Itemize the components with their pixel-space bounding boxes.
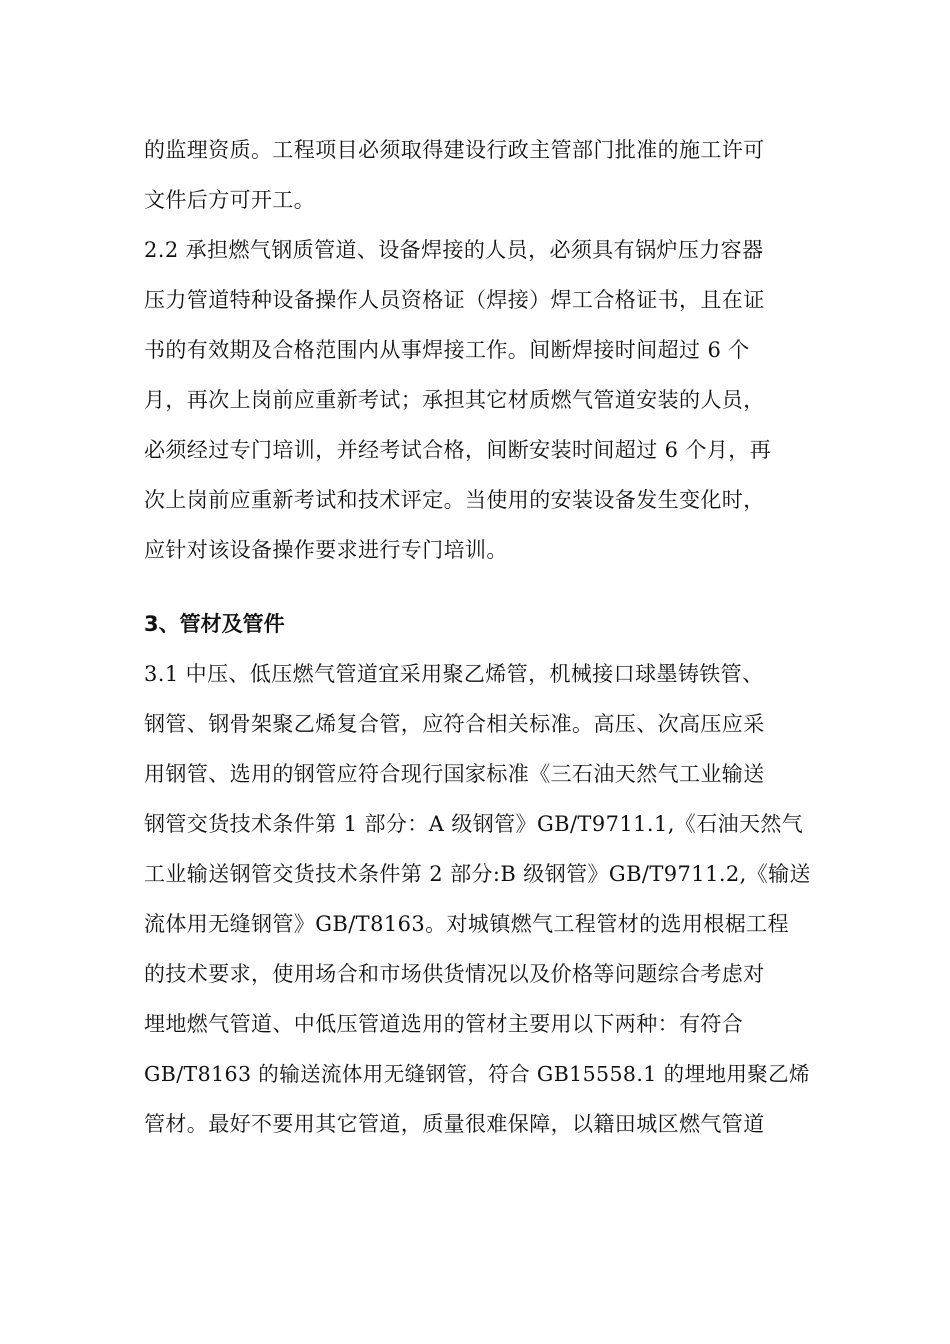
paragraph-2-2-line-7: 应针对该设备操作要求进行专门培训。	[144, 538, 508, 562]
paragraph-3-1-line-7: 的技术要求，使用场合和市场供货情况以及价格等问题综合考虑对	[144, 962, 765, 986]
paragraph-3-1-line-3: 用钢管、选用的钢管应符合现行国家标准《三石油天然气工业输送	[144, 762, 765, 786]
paragraph-2-2-line-5: 必须经过专门培训，并经考试合格，间断安装时间超过 6 个月，再	[144, 438, 772, 462]
paragraph-3-1-line-6: 流体用无缝钢管》GB/T8163。对城镇燃气工程管材的选用根椐工程	[144, 912, 789, 936]
paragraph-2-2-line-4: 月，再次上岗前应重新考试；承担其它材质燃气管道安装的人员，	[144, 388, 765, 412]
paragraph-3-1-line-8: 埋地燃气管道、中低压管道选用的管材主要用以下两种：有符合	[144, 1012, 744, 1036]
paragraph-3-1-line-9: GB/T8163 的输送流体用无缝钢管，符合 GB15558.1 的埋地用聚乙烯	[144, 1062, 810, 1086]
paragraph-3-1-line-10: 管材。最好不要用其它管道，质量很难保障，以籍田城区燃气管道	[144, 1112, 765, 1136]
section-3-heading: 3、管材及管件	[144, 612, 285, 636]
paragraph-intro-line-2: 文件后方可开工。	[144, 188, 316, 212]
paragraph-3-1-line-1: 3.1 中压、低压燃气管道宜采用聚乙烯管，机械接口球墨铸铁管、	[144, 662, 764, 686]
paragraph-3-1-line-2: 钢管、钢骨架聚乙烯复合管，应符合相关标准。高压、次高压应采	[144, 712, 765, 736]
paragraph-3-1-line-4: 钢管交货技术条件第 1 部分：A 级钢管》GB/T9711.1,《石油天然气	[144, 812, 804, 836]
paragraph-2-2-line-1: 2.2 承担燃气钢质管道、设备焊接的人员，必须具有锅炉压力容器	[144, 238, 764, 262]
paragraph-2-2-line-6: 次上岗前应重新考试和技术评定。当使用的安装设备发生变化时，	[144, 488, 765, 512]
paragraph-2-2-line-2: 压力管道特种设备操作人员资格证（焊接）焊工合格证书，且在证	[144, 288, 765, 312]
paragraph-2-2-line-3: 书的有效期及合格范围内从事焊接工作。间断焊接时间超过 6 个	[144, 338, 750, 362]
paragraph-intro-line-1: 的监理资质。工程项目必须取得建设行政主管部门批准的施工许可	[144, 138, 765, 162]
paragraph-3-1-line-5: 工业输送钢管交货技术条件第 2 部分:B 级钢管》GB/T9711.2,《输送	[144, 862, 811, 886]
